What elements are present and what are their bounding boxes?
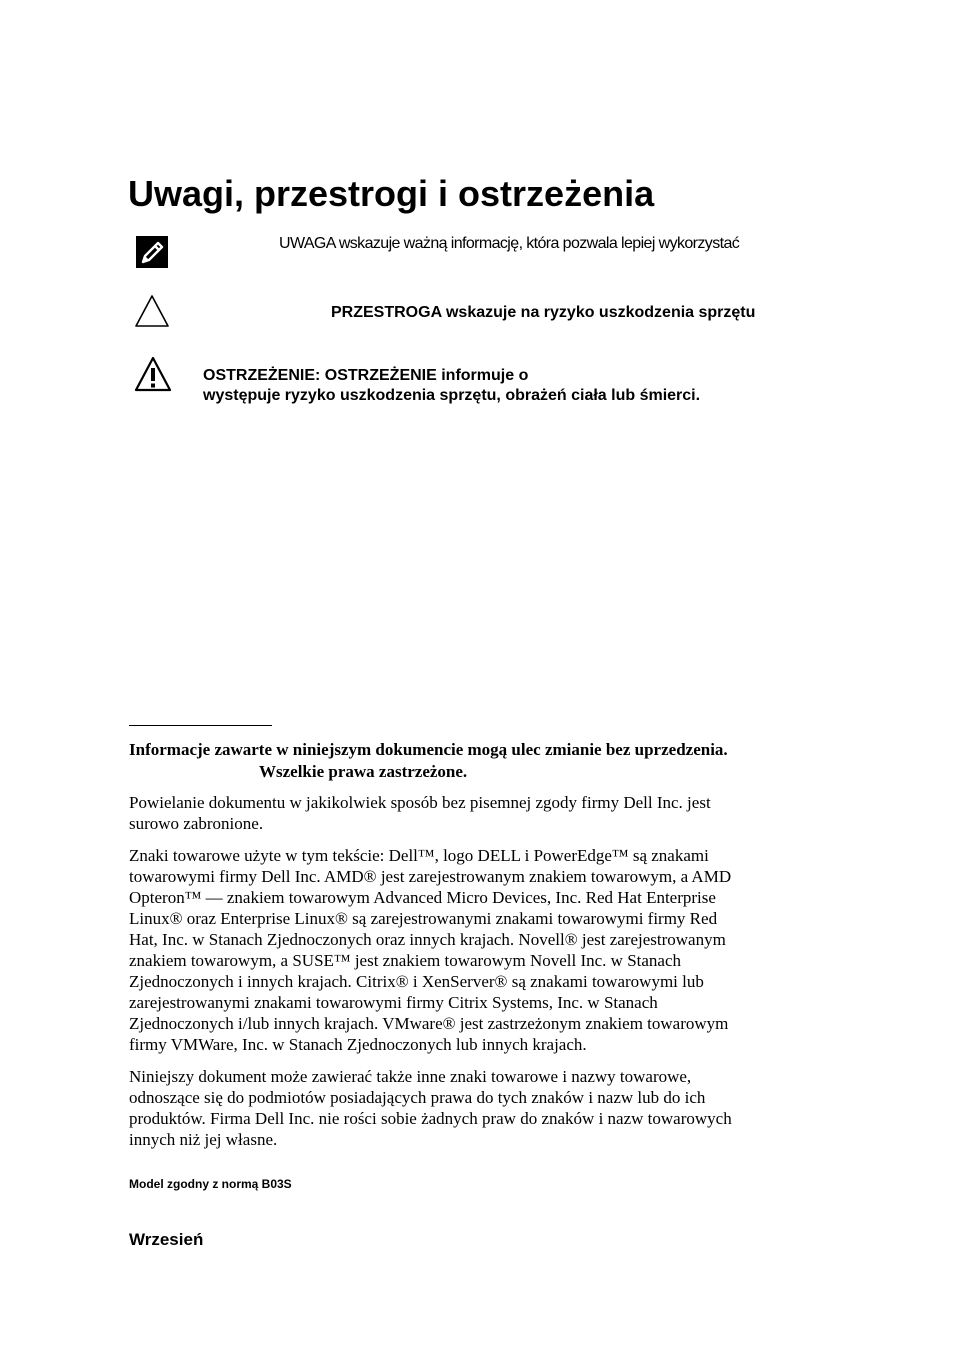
- warning-text: [203, 366, 700, 406]
- paragraph-line: Hat, Inc. w Stanach Zjednoczonych oraz innych krajach. Novell® jest zarejestrowanym: [129, 930, 726, 949]
- paragraph-line: Niniejszy dokument może zawierać także inne znaki towarowe i nazwy towarowe,: [129, 1067, 692, 1086]
- paragraph-line: surowo zabronione.: [129, 814, 264, 833]
- trademarks-paragraph: [129, 845, 789, 1055]
- rights-reserved: Wszelkie prawa zastrzeżone.: [259, 762, 468, 781]
- paragraph-line: znakiem towarowym, a SUSE™ jest znakiem towarowym Novell Inc. w Stanach: [129, 951, 682, 970]
- paragraph-line: Zjednoczonych i/lub innych krajach. VMware® jest zastrzeżonym znakiem towarowym: [129, 1014, 729, 1033]
- paragraph-line: Znaki towarowe użyte w tym tekście: Dell™, logo DELL i PowerEdge™ są znakami: [129, 846, 709, 865]
- warning-line-2: występuje ryzyko uszkodzenia sprzętu, obrażeń ciała lub śmierci.: [203, 387, 701, 404]
- note-pencil-icon: [136, 236, 168, 268]
- paragraph-line: Linux® oraz Enterprise Linux® są zarejestrowanymi znakami towarowymi firmy Red: [129, 909, 718, 928]
- publication-date: Wrzesień: [129, 1230, 204, 1249]
- paragraph-line: innych niż jej własne.: [129, 1130, 278, 1149]
- paragraph-line: zarejestrowanymi znakami towarowymi firmy Citrix Systems, Inc. w Stanach: [129, 993, 658, 1012]
- paragraph-line: towarowymi firmy Dell Inc. AMD® jest zarejestrowanym znakiem towarowym, a AMD: [129, 867, 732, 886]
- caution-triangle-icon: [134, 294, 170, 328]
- warning-exclamation-icon: [134, 356, 172, 392]
- paragraph-line: produktów. Firma Dell Inc. nie rości sobie żadnych praw do znaków i nazw towarowych: [129, 1109, 732, 1128]
- paragraph-line: odnoszące się do podmiotów posiadających prawa do tych znaków i nazw lub do ich: [129, 1088, 706, 1107]
- other-marks-paragraph: [129, 1066, 789, 1150]
- paragraph-line: firmy VMWare, Inc. w Stanach Zjednoczonych lub innych krajach.: [129, 1035, 587, 1054]
- page-title: Uwagi, przestrogi i ostrzeżenia: [128, 173, 655, 214]
- change-notice: Informacje zawarte w niniejszym dokumencie mogą ulec zmianie bez uprzedzenia.: [129, 740, 728, 759]
- warning-line-1: OSTRZEŻENIE: OSTRZEŻENIE informuje o: [203, 367, 529, 384]
- caution-text: PRZESTROGA wskazuje na ryzyko uszkodzenia sprzętu: [331, 304, 756, 321]
- reproduction-paragraph: [129, 792, 789, 834]
- paragraph-line: Zjednoczonych i innych krajach. Citrix® i XenServer® są znakami towarowymi lub: [129, 972, 704, 991]
- paragraph-line: Opteron™ — znakiem towarowym Advanced Micro Devices, Inc. Red Hat Enterprise: [129, 888, 716, 907]
- note-text: UWAGA wskazuje ważną informację, która pozwala lepiej wykorzystać: [279, 235, 740, 252]
- paragraph-line: Powielanie dokumentu w jakikolwiek sposób bez pisemnej zgody firmy Dell Inc. jest: [129, 793, 711, 812]
- model-number: Model zgodny z normą B03S: [129, 1177, 292, 1191]
- section-divider: [129, 725, 272, 726]
